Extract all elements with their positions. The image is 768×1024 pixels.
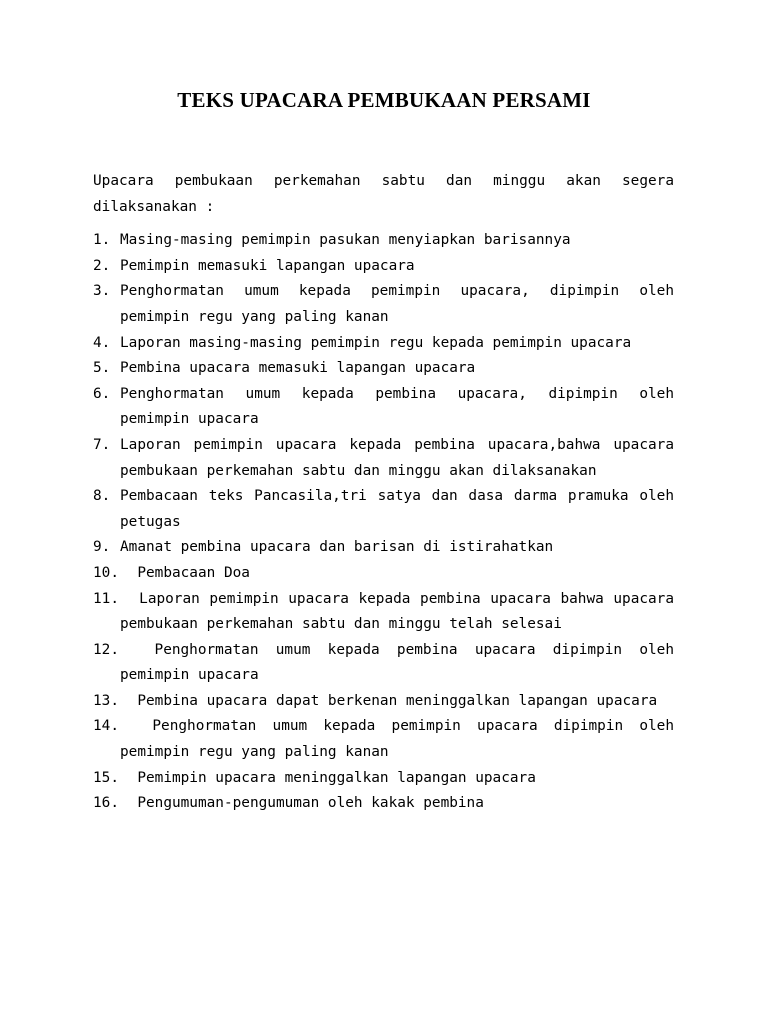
list-item-number: 9.: [93, 539, 111, 556]
list-item-text: Amanat pembina upacara dan barisan di istirahatkan: [120, 539, 554, 556]
list-item-text: Laporan pemimpin upacara kepada pembina upacara,bahwa upacara pembukaan perkemahan sabtu dan minggu akan dilaksanakan: [120, 436, 674, 479]
list-item-number: 8.: [93, 488, 111, 505]
list-item-text: Pembina upacara dapat berkenan meninggalkan lapangan upacara: [137, 692, 658, 709]
list-item-text-wrap: [120, 638, 674, 689]
list-item-text-wrap: [120, 714, 674, 765]
list-item-number: 3.: [93, 283, 111, 300]
list-item-spacer: [120, 770, 137, 786]
list-item-text: Pemimpin upacara meninggalkan lapangan upacara: [137, 769, 536, 786]
list-item-text: Pembacaan Doa: [137, 564, 250, 581]
list-item-number: 16.: [93, 795, 119, 812]
list-item: [93, 714, 674, 765]
list-item-spacer: [120, 565, 137, 581]
list-item: [93, 254, 674, 280]
list-item: [93, 382, 674, 433]
list-item: [93, 587, 674, 638]
list-item-text-wrap: [120, 791, 674, 817]
list-item: [93, 433, 674, 484]
list-item: [93, 228, 674, 254]
list-item-number: 5.: [93, 360, 111, 377]
list-item-text: Penghormatan umum kepada pemimpin upacara dipimpin oleh pemimpin regu yang paling kanan: [120, 718, 675, 761]
list-item-spacer: [120, 795, 137, 811]
document-body: [93, 169, 674, 817]
list-item: [93, 484, 674, 535]
list-item: [93, 689, 674, 715]
list-item-number: 10.: [93, 564, 119, 581]
list-item-text: Pembacaan teks Pancasila,tri satya dan dasa darma pramuka oleh petugas: [120, 488, 674, 530]
document-title: TEKS UPACARA PEMBUKAAN PERSAMI: [177, 88, 591, 112]
list-item-text: Pemimpin memasuki lapangan upacara: [120, 257, 415, 274]
list-item-text: Pembina upacara memasuki lapangan upacara: [120, 360, 476, 377]
list-item-text-wrap: [120, 766, 674, 792]
intro-paragraph: Upacara pembukaan perkemahan sabtu dan minggu akan segera dilaksanakan :: [93, 173, 674, 215]
list-item: [93, 356, 674, 382]
list-item: [93, 279, 674, 330]
list-item-spacer: [120, 591, 139, 607]
list-item-number: 11.: [93, 590, 119, 607]
list-item-text: Laporan pemimpin upacara kepada pembina upacara bahwa upacara pembukaan perkemahan sabtu dan minggu telah selesai: [120, 590, 675, 633]
list-item-number: 12.: [93, 641, 119, 658]
list-item-number: 15.: [93, 769, 119, 786]
list-item: [93, 791, 674, 817]
list-item-number: 7.: [93, 436, 111, 453]
list-item-spacer: [120, 642, 155, 658]
list-item-spacer: [120, 718, 152, 734]
list-item-number: 6.: [93, 385, 111, 402]
list-item: [93, 561, 674, 587]
list-item: [93, 638, 674, 689]
list-item: [93, 766, 674, 792]
list-item-text: Masing-masing pemimpin pasukan menyiapkan barisannya: [120, 232, 571, 249]
list-item-number: 2.: [93, 257, 111, 274]
list-item-number: 14.: [93, 718, 119, 735]
list-item: [93, 535, 674, 561]
ceremony-steps-list: [93, 228, 674, 817]
list-item-text-wrap: [120, 587, 674, 638]
list-item-number: 13.: [93, 692, 119, 709]
list-item-text-wrap: [120, 561, 674, 587]
list-item-number: 1.: [93, 232, 111, 249]
list-item-text: Laporan masing-masing pemimpin regu kepada pemimpin upacara: [120, 334, 632, 351]
list-item-number: 4.: [93, 334, 111, 351]
list-item-text: Penghormatan umum kepada pemimpin upacara, dipimpin oleh pemimpin regu yang paling kanan: [120, 283, 674, 325]
list-item-text: Penghormatan umum kepada pembina upacara dipimpin oleh pemimpin upacara: [120, 641, 674, 684]
list-item-text: Penghormatan umum kepada pembina upacara, dipimpin oleh pemimpin upacara: [120, 385, 674, 428]
list-item: [93, 331, 674, 357]
list-item-text-wrap: [120, 689, 674, 715]
list-item-spacer: [120, 693, 137, 709]
list-item-text: Pengumuman-pengumuman oleh kakak pembina: [137, 795, 484, 812]
